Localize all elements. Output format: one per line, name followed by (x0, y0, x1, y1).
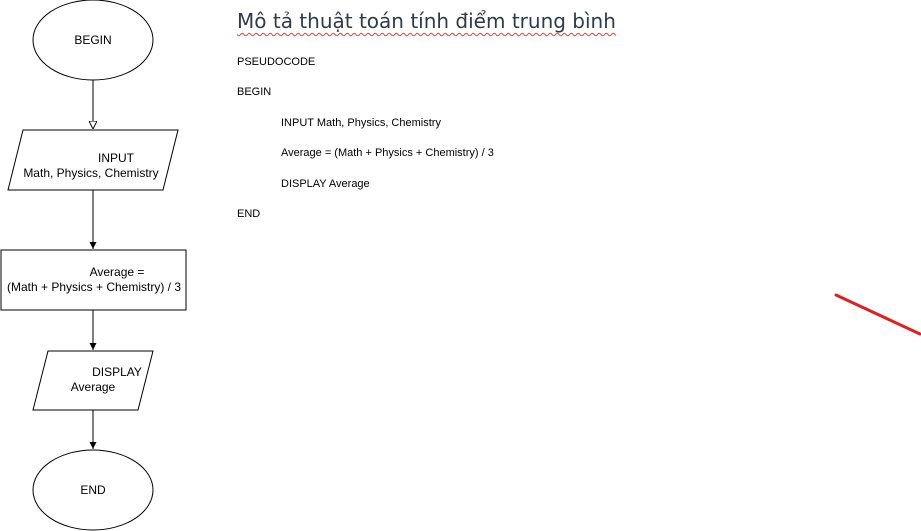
process-line-2: (Math + Physics + Chemistry) / 3 (6, 280, 182, 294)
input-label: INPUT (98, 151, 134, 165)
pseudocode-header: PSEUDOCODE (237, 56, 316, 68)
output-label: DISPLAY (92, 365, 142, 379)
pseudocode-compute: Average = (Math + Physics + Chemistry) / 3 (281, 147, 494, 159)
end-label: END (80, 483, 106, 497)
output-variable: Average (70, 380, 116, 394)
document-title: Mô tả thuật toán tính điểm trung bình (237, 9, 616, 33)
red-annotation-stroke (836, 295, 920, 334)
process-line-1: Average = (89, 265, 145, 279)
begin-label: BEGIN (74, 33, 112, 47)
input-variables: Math, Physics, Chemistry (23, 166, 159, 180)
pseudocode-begin: BEGIN (237, 86, 272, 98)
pseudocode-end: END (237, 208, 261, 220)
pseudocode-display: DISPLAY Average (281, 178, 370, 190)
input-parallelogram (8, 130, 178, 190)
pseudocode-input: INPUT Math, Physics, Chemistry (281, 117, 441, 129)
